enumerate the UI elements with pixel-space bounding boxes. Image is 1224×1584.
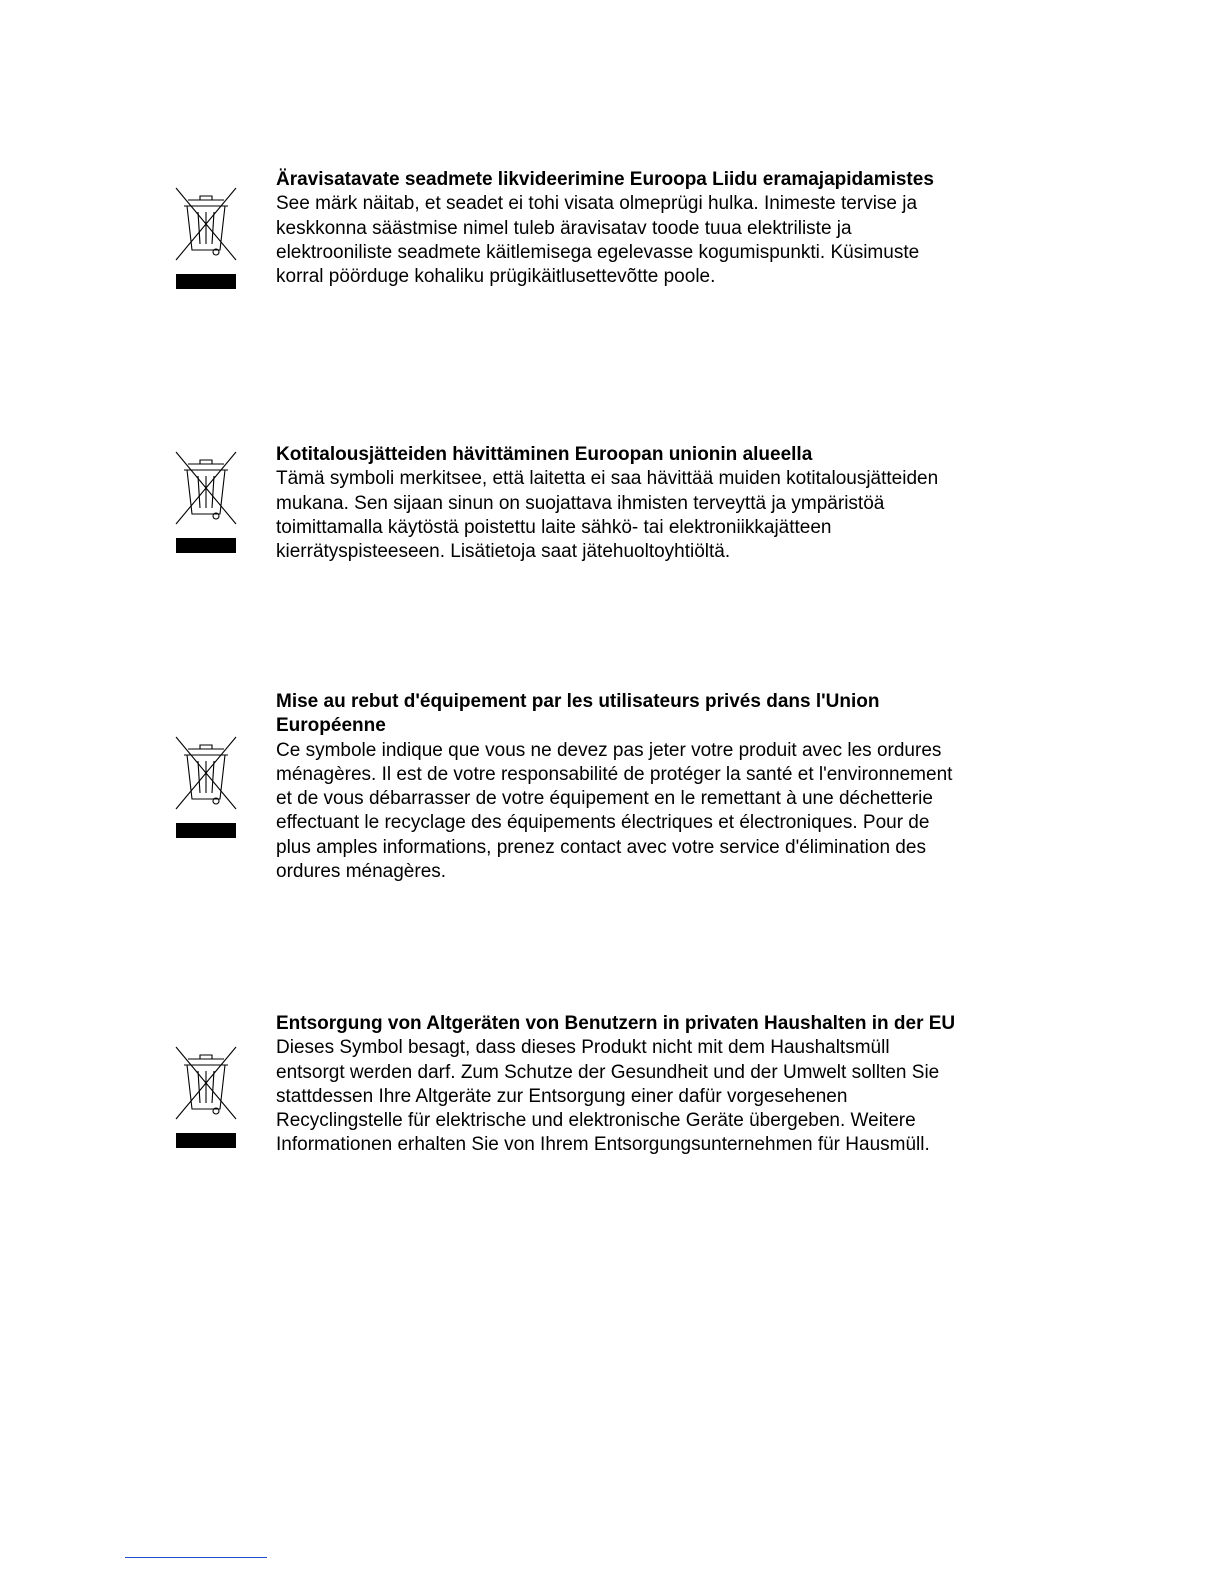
section-text <box>276 690 956 884</box>
weee-crossed-bin-icon <box>174 1045 238 1149</box>
section-text <box>276 168 956 289</box>
section-body: See märk näitab, et seadet ei tohi visata olmeprügi hulka. Inimeste tervise ja keskkonna säästmise nimel tuleb äravisatav toode tuua elektriliste ja elektrooniliste seadmete käitlemisega egelevasse kogumispunkti. Küsimuste korral pöörduge kohaliku prügikäitlusettevõtte poole. <box>276 193 920 288</box>
section-heading: Mise au rebut d'équipement par les utilisateurs privés dans l'Union Européenne <box>276 691 880 737</box>
weee-crossed-bin-icon <box>174 450 238 554</box>
section-text <box>276 1012 956 1158</box>
section-body: Tämä symboli merkitsee, että laitetta ei saa hävittää muiden kotitalousjätteiden mukana. Sen sijaan sinun on suojattava ihmisten terveyttä ja ympäristöä toimittamalla käytöstä poistettu laite sähkö- tai elektroniikkajätteen kierrätyspisteeseen. Lisätietoja saat jätehuoltoyhtiöltä. <box>276 468 939 563</box>
section-body: Ce symbole indique que vous ne devez pas jeter votre produit avec les ordures ménagères. Il est de votre responsabilité de protéger la santé et l'environnement et de vous débarrasser de votre équipement en le remettant à une déchetterie effectuant le recyclage des équipements électriques et électroniques. Pour de plus amples informations, prenez contact avec votre service d'élimination des ordures ménagères. <box>276 739 953 883</box>
footnote-separator <box>125 1557 267 1558</box>
section-heading: Kotitalousjätteiden hävittäminen Euroopan unionin alueella <box>276 444 813 465</box>
section-heading: Äravisatavate seadmete likvideerimine Euroopa Liidu eramajapidamistes <box>276 169 934 190</box>
section-body: Dieses Symbol besagt, dass dieses Produkt nicht mit dem Haushaltsmüll entsorgt werden darf. Zum Schutze der Gesundheit und der Umwelt sollten Sie stattdessen Ihre Altgeräte zur Entsorgung einer dafür vorgesehenen Recyclingstelle für elektrische und elektronische Geräte übergeben. Weitere Informationen erhalten Sie von Ihrem Entsorgungsunternehmen für Hausmüll. <box>276 1037 940 1156</box>
weee-crossed-bin-icon <box>174 186 238 290</box>
section-text <box>276 443 956 564</box>
weee-crossed-bin-icon <box>174 735 238 839</box>
section-heading: Entsorgung von Altgeräten von Benutzern in privaten Haushalten in der EU <box>276 1013 956 1034</box>
